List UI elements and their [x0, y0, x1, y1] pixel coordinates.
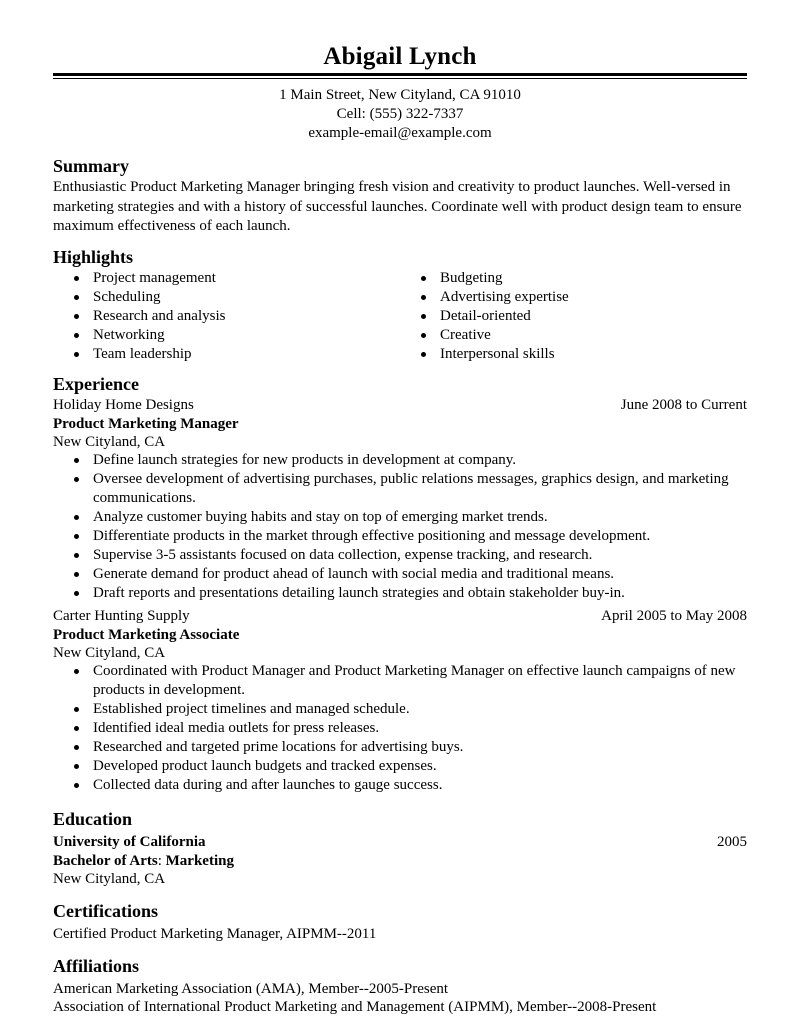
highlight-item: Project management — [53, 269, 400, 288]
header-double-rule — [53, 73, 747, 79]
job-company: Carter Hunting Supply — [53, 607, 190, 624]
job-bullet: Define launch strategies for new products in development at company. — [53, 451, 747, 470]
highlight-item: Interpersonal skills — [400, 345, 747, 364]
highlights-left-list — [53, 269, 400, 364]
job-entry — [53, 607, 747, 795]
highlight-item: Advertising expertise — [400, 288, 747, 307]
affiliations-section — [53, 955, 747, 1016]
affiliation-item: American Marketing Association (AMA), Member--2005-Present — [53, 980, 449, 997]
job-bullet: Oversee development of advertising purchases, public relations messages, graphics design, and marketing communications. — [53, 470, 747, 508]
job-bullet: Supervise 3-5 assistants focused on data collection, expense tracking, and research. — [53, 546, 747, 565]
candidate-name: Abigail Lynch — [323, 43, 477, 70]
highlight-item: Scheduling — [53, 288, 400, 307]
highlights-right-list — [400, 269, 747, 364]
highlight-item: Networking — [53, 326, 400, 345]
job-dates: April 2005 to May 2008 — [601, 607, 747, 624]
job-bullet: Coordinated with Product Manager and Product Marketing Manager on effective launch campaigns of new products in development. — [53, 662, 747, 700]
job-company: Holiday Home Designs — [53, 396, 194, 413]
highlight-item: Creative — [400, 326, 747, 345]
affiliation-item: Association of International Product Marketing and Management (AIPMM), Member--2008-Present — [53, 998, 657, 1015]
experience-section — [53, 373, 747, 795]
degree: Bachelor of Arts — [53, 852, 158, 869]
job-bullets — [53, 662, 747, 795]
highlight-item: Detail-oriented — [400, 307, 747, 326]
highlight-item: Research and analysis — [53, 307, 400, 326]
phone: Cell: (555) 322-7337 — [336, 106, 464, 122]
section-title-summary: Summary — [53, 156, 129, 176]
resume-page — [53, 0, 747, 1016]
email: example-email@example.com — [308, 125, 492, 141]
job-bullet: Collected data during and after launches to gauge success. — [53, 776, 747, 795]
education-section — [53, 808, 747, 888]
section-title-certifications: Certifications — [53, 900, 158, 921]
certifications-section — [53, 900, 747, 943]
section-title-affiliations: Affiliations — [53, 955, 140, 976]
job-bullet: Analyze customer buying habits and stay on top of emerging market trends. — [53, 508, 747, 527]
job-bullet: Generate demand for product ahead of launch with social media and traditional means. — [53, 565, 747, 584]
job-bullet: Established project timelines and managed schedule. — [53, 700, 747, 719]
section-title-highlights: Highlights — [53, 246, 134, 267]
job-location: New Cityland, CA — [53, 644, 166, 661]
degree-field: Marketing — [165, 852, 234, 869]
job-role: Product Marketing Associate — [53, 626, 240, 643]
degree-separator: : — [157, 852, 166, 869]
job-bullet: Differentiate products in the market through effective positioning and message development. — [53, 527, 747, 546]
job-bullet: Developed product launch budgets and tracked expenses. — [53, 757, 747, 776]
job-bullets — [53, 451, 747, 603]
school-location: New Cityland, CA — [53, 870, 166, 887]
section-title-experience: Experience — [53, 373, 139, 394]
job-bullet: Researched and targeted prime locations for advertising buys. — [53, 738, 747, 757]
job-bullet: Identified ideal media outlets for press releases. — [53, 719, 747, 738]
contact-block — [53, 86, 747, 143]
highlight-item: Budgeting — [400, 269, 747, 288]
highlights-section — [53, 246, 747, 364]
job-bullet: Draft reports and presentations detailing launch strategies and obtain stakeholder buy-in. — [53, 584, 747, 603]
job-entry — [53, 396, 747, 603]
summary-text: Enthusiastic Product Marketing Manager bringing fresh vision and creativity to product launches. Well-versed in marketing strategies and with a history of successful launches. Coordinate well with product design team to ensure maximum effectiveness of each launch. — [53, 179, 742, 234]
address: 1 Main Street, New Cityland, CA 91010 — [279, 87, 521, 103]
highlights-columns — [53, 269, 747, 364]
graduation-year: 2005 — [717, 833, 747, 850]
school-name: University of California — [53, 833, 206, 850]
highlight-item: Team leadership — [53, 345, 400, 364]
job-location: New Cityland, CA — [53, 433, 166, 450]
summary-section — [53, 155, 747, 237]
job-role: Product Marketing Manager — [53, 415, 239, 432]
section-title-education: Education — [53, 808, 133, 829]
certification-item: Certified Product Marketing Manager, AIPMM--2011 — [53, 925, 377, 942]
degree-line — [53, 852, 747, 870]
job-dates: June 2008 to Current — [620, 396, 747, 413]
